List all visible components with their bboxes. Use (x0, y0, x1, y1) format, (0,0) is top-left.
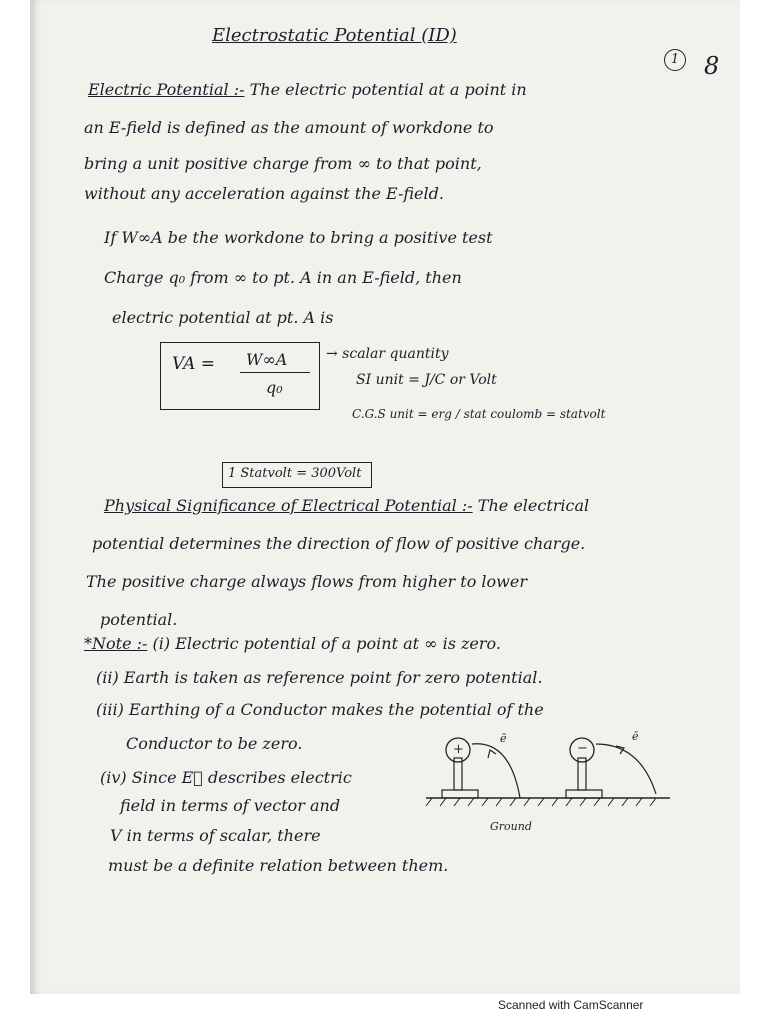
si-unit-note: SI unit = J/C or Volt (356, 372, 497, 388)
note-item: field in terms of vector and (120, 796, 341, 815)
statvolt-text: 1 Statvolt = 300Volt (228, 466, 362, 481)
definition-line: an E-field is defined as the amount of workdone to (84, 118, 494, 137)
note-item: must be a definite relation between them. (108, 856, 449, 875)
cgs-unit-note: C.G.S unit = erg / stat coulomb = statvolt (352, 407, 606, 421)
fraction-bar (240, 372, 310, 373)
page-number: 8 (704, 52, 720, 80)
definition-line: without any acceleration against the E-field. (84, 184, 444, 203)
note-item: (iv) Since E⃗ describes electric (100, 768, 352, 787)
significance-text: The electrical (477, 496, 590, 515)
formula-lhs: VA = (172, 354, 216, 374)
definition-text: The electric potential at a point in (249, 80, 527, 99)
circled-number: 1 (664, 49, 686, 71)
note-item: Conductor to be zero. (126, 734, 303, 753)
workdone-line: If W∞A be the workdone to bring a positive test (104, 228, 493, 247)
scanner-watermark: Scanned with CamScanner (498, 998, 644, 1012)
note-heading: *Note :- (84, 634, 148, 653)
formula-box (160, 342, 320, 410)
significance-line: The positive charge always flows from higher to lower (86, 572, 527, 591)
note-item: (i) Electric potential of a point at ∞ is zero. (152, 634, 501, 653)
formula-denominator: q₀ (266, 378, 283, 397)
definition-line: bring a unit positive charge from ∞ to that point, (84, 154, 482, 173)
formula-numerator: W∞A (246, 350, 288, 369)
plus-sign: + (453, 742, 464, 757)
workdone-line: Charge q₀ from ∞ to pt. A in an E-field, then (104, 268, 462, 287)
significance-line: potential determines the direction of flow of positive charge. (92, 534, 586, 553)
note-item: (ii) Earth is taken as reference point for zero potential. (96, 668, 543, 687)
page-title: Electrostatic Potential (ID) (212, 25, 457, 46)
section1-line (88, 80, 527, 100)
note-line (84, 634, 501, 654)
note-item: V in terms of scalar, there (110, 826, 321, 845)
electric-potential-heading: Electric Potential :- (88, 80, 245, 99)
workdone-line: electric potential at pt. A is (112, 308, 334, 327)
circled-page-mark (664, 46, 686, 71)
electron-label-left: ē (500, 732, 507, 745)
physical-significance-heading: Physical Significance of Electrical Potential :- (104, 496, 473, 515)
scalar-quantity-note: → scalar quantity (326, 346, 449, 362)
ground-label: Ground (490, 820, 532, 833)
significance-line (104, 496, 589, 516)
earthing-figure (420, 730, 680, 840)
note-item: (iii) Earthing of a Conductor makes the potential of the (96, 700, 544, 719)
significance-line: potential. (100, 610, 178, 629)
electron-label-right: ē (632, 730, 639, 743)
minus-sign: − (577, 741, 588, 756)
